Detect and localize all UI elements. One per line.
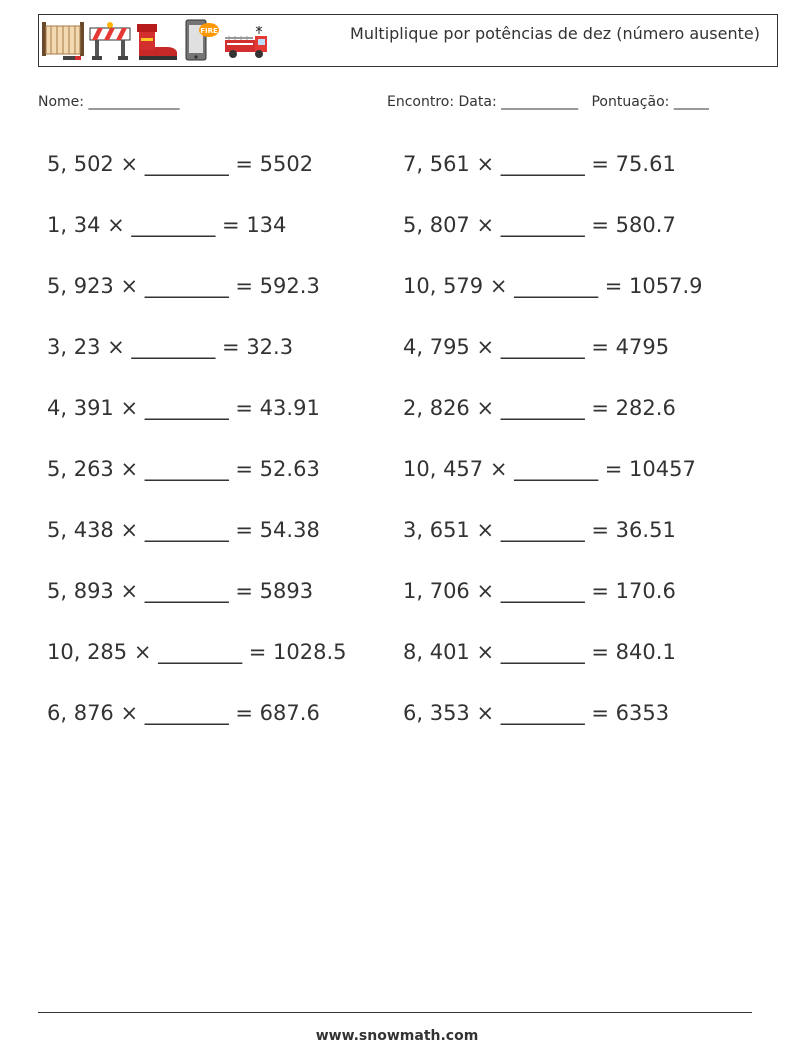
date-field-label: Encontro: Data: ___________ xyxy=(387,94,579,110)
problem-right-9: 8, 401 × ________ = 840.1 xyxy=(403,640,676,664)
problem-left-10: 6, 876 × ________ = 687.6 xyxy=(47,701,320,725)
problem-right-1: 7, 561 × ________ = 75.61 xyxy=(403,152,676,176)
problem-left-5: 4, 391 × ________ = 43.91 xyxy=(47,396,320,420)
problem-right-6: 10, 457 × ________ = 10457 xyxy=(403,457,696,481)
footer-divider xyxy=(38,1012,752,1013)
problem-left-9: 10, 285 × ________ = 1028.5 xyxy=(47,640,347,664)
problem-left-4: 3, 23 × ________ = 32.3 xyxy=(47,335,294,359)
problem-left-7: 5, 438 × ________ = 54.38 xyxy=(47,518,320,542)
worksheet-header xyxy=(38,14,778,67)
problem-right-2: 5, 807 × ________ = 580.7 xyxy=(403,213,676,237)
problem-left-3: 5, 923 × ________ = 592.3 xyxy=(47,274,320,298)
problem-right-10: 6, 353 × ________ = 6353 xyxy=(403,701,670,725)
fire-hose-reel-icon xyxy=(41,20,85,62)
svg-text:FIRE: FIRE xyxy=(200,27,218,35)
fire-truck-icon xyxy=(223,20,271,62)
worksheet-title: Multiplique por potências de dez (número ausente) xyxy=(350,24,760,43)
date-score-labels xyxy=(387,94,709,110)
problem-left-2: 1, 34 × ________ = 134 xyxy=(47,213,287,237)
problem-right-4: 4, 795 × ________ = 4795 xyxy=(403,335,670,359)
problem-right-3: 10, 579 × ________ = 1057.9 xyxy=(403,274,703,298)
fire-alarm-phone-icon xyxy=(184,18,220,64)
problem-right-7: 3, 651 × ________ = 36.51 xyxy=(403,518,676,542)
footer-website: www.snowmath.com xyxy=(315,1028,479,1044)
fire-boot-icon xyxy=(135,20,181,62)
name-field-label: Nome: _____________ xyxy=(38,94,180,110)
problem-left-8: 5, 893 × ________ = 5893 xyxy=(47,579,314,603)
problem-left-6: 5, 263 × ________ = 52.63 xyxy=(47,457,320,481)
problem-right-5: 2, 826 × ________ = 282.6 xyxy=(403,396,676,420)
problem-left-1: 5, 502 × ________ = 5502 xyxy=(47,152,314,176)
road-barrier-icon xyxy=(88,20,132,62)
problem-right-8: 1, 706 × ________ = 170.6 xyxy=(403,579,676,603)
header-icons xyxy=(41,18,274,64)
score-field-label: Pontuação: _____ xyxy=(591,94,709,110)
